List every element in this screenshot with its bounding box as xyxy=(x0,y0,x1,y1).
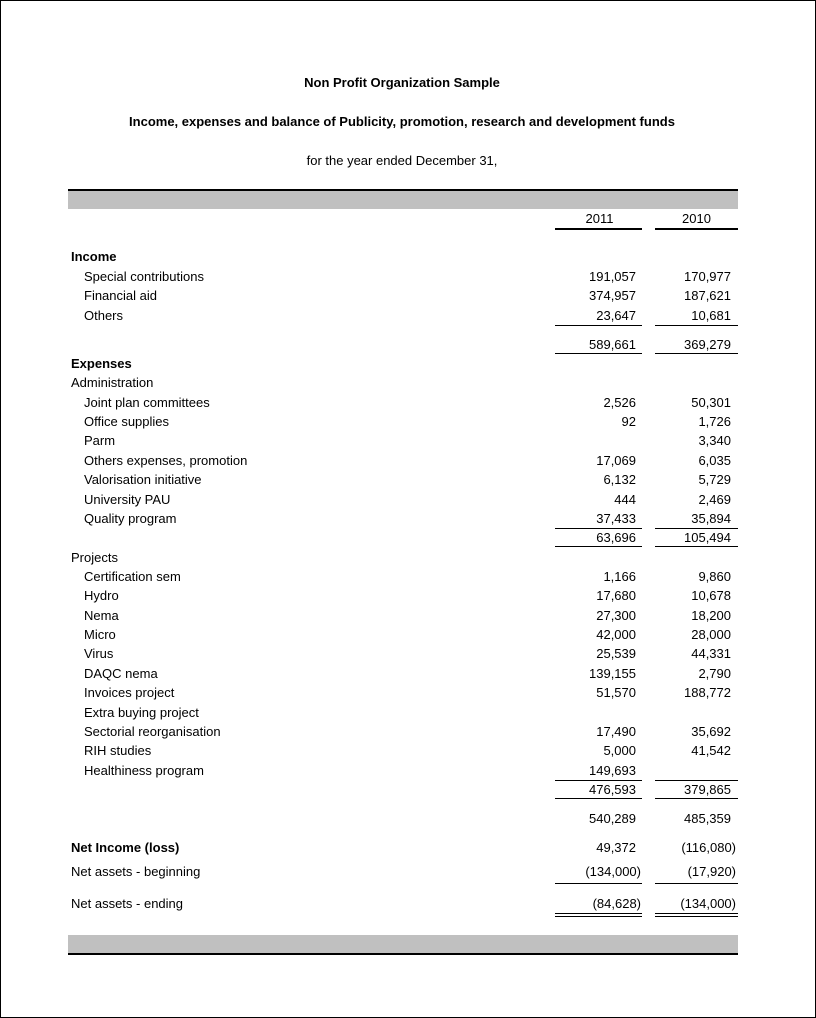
expenses-total-2011: 540,289 xyxy=(589,811,636,826)
subtotal-rule xyxy=(555,883,642,884)
value-2010: 5,729 xyxy=(698,472,731,487)
total-rule xyxy=(655,353,738,354)
total-rule xyxy=(655,798,738,799)
net-assets-ending-2010: (134,000) xyxy=(680,896,736,911)
value-2011: 191,057 xyxy=(589,269,636,284)
value-2011: 2,526 xyxy=(603,395,636,410)
column-header-underline xyxy=(555,228,642,230)
value-2010: 35,894 xyxy=(691,511,731,526)
row-label: Invoices project xyxy=(84,685,175,700)
net-assets-beginning-2010: (17,920) xyxy=(687,864,736,879)
value-2011: 5,000 xyxy=(603,743,636,758)
row-label: Office supplies xyxy=(84,414,170,429)
value-2010: 170,977 xyxy=(684,269,731,284)
value-2011: 92 xyxy=(621,414,636,429)
row-label: Others expenses, promotion xyxy=(84,453,248,468)
row-label: Special contributions xyxy=(84,269,204,284)
value-2010: 187,621 xyxy=(684,288,731,303)
row-label: Parm xyxy=(84,433,116,448)
double-rule-top xyxy=(655,913,738,914)
value-2011: 17,069 xyxy=(596,453,636,468)
net-income-2011: 49,372 xyxy=(596,840,636,855)
value-2011: 444 xyxy=(614,492,636,507)
value-2010: 50,301 xyxy=(691,395,731,410)
row-label: Quality program xyxy=(84,511,177,526)
double-rule-bottom xyxy=(555,916,642,917)
value-2010: 18,200 xyxy=(691,608,731,623)
net-assets-beginning-2011: (134,000) xyxy=(585,864,641,879)
net-assets-ending-2011: (84,628) xyxy=(592,896,641,911)
double-rule-top xyxy=(555,913,642,914)
row-label: Micro xyxy=(84,627,116,642)
subtotal-rule xyxy=(655,528,738,529)
row-label: Certification sem xyxy=(84,569,181,584)
subtotal-rule xyxy=(555,780,642,781)
income-heading: Income xyxy=(71,249,117,264)
subtotal-rule xyxy=(555,528,642,529)
value-2010: 35,692 xyxy=(691,724,731,739)
row-label: Others xyxy=(84,308,124,323)
value-2010: 41,542 xyxy=(691,743,731,758)
double-rule-bottom xyxy=(655,916,738,917)
value-2011: 1,166 xyxy=(603,569,636,584)
row-label: University PAU xyxy=(84,492,171,507)
administration-heading: Administration xyxy=(71,375,154,390)
value-2011: 23,647 xyxy=(596,308,636,323)
row-label: RIH studies xyxy=(84,743,152,758)
net-income-2010: (116,080) xyxy=(681,840,736,855)
bottom-rule xyxy=(68,953,738,955)
projects-total-2011: 476,593 xyxy=(589,782,636,797)
total-rule xyxy=(555,798,642,799)
net-assets-ending-label: Net assets - ending xyxy=(71,896,184,911)
total-rule xyxy=(555,353,642,354)
value-2010: 188,772 xyxy=(684,685,731,700)
value-2010: 2,469 xyxy=(698,492,731,507)
subtotal-rule xyxy=(655,325,738,326)
row-label: Joint plan committees xyxy=(84,395,210,410)
value-2010: 10,681 xyxy=(691,308,731,323)
value-2010: 44,331 xyxy=(691,646,731,661)
row-label: Extra buying project xyxy=(84,705,199,720)
value-2011: 51,570 xyxy=(596,685,636,700)
report-title: Non Profit Organization Sample xyxy=(304,75,500,90)
total-rule xyxy=(655,546,738,547)
expenses-heading: Expenses xyxy=(71,356,132,371)
total-rule xyxy=(555,546,642,547)
net-income-label: Net Income (loss) xyxy=(71,840,180,855)
value-2011: 149,693 xyxy=(589,763,636,778)
row-label: Nema xyxy=(84,608,119,623)
row-label: Hydro xyxy=(84,588,119,603)
subtotal-rule xyxy=(555,325,642,326)
value-2010: 1,726 xyxy=(698,414,731,429)
value-2011: 374,957 xyxy=(589,288,636,303)
bottom-shaded-band xyxy=(68,935,738,953)
value-2011: 17,680 xyxy=(596,588,636,603)
subtotal-rule xyxy=(655,780,738,781)
row-label: Virus xyxy=(84,646,114,661)
value-2010: 10,678 xyxy=(691,588,731,603)
projects-heading: Projects xyxy=(71,550,118,565)
value-2011: 25,539 xyxy=(596,646,636,661)
column-header-underline xyxy=(655,228,738,230)
income-total-2010: 369,279 xyxy=(684,337,731,352)
value-2010: 2,790 xyxy=(698,666,731,681)
row-label: Valorisation initiative xyxy=(84,472,202,487)
column-header-2010: 2010 xyxy=(682,211,711,226)
expenses-total-2010: 485,359 xyxy=(684,811,731,826)
row-label: DAQC nema xyxy=(84,666,158,681)
projects-total-2010: 379,865 xyxy=(684,782,731,797)
value-2011: 27,300 xyxy=(596,608,636,623)
administration-total-2010: 105,494 xyxy=(684,530,731,545)
administration-total-2011: 63,696 xyxy=(596,530,636,545)
value-2010: 6,035 xyxy=(698,453,731,468)
value-2011: 17,490 xyxy=(596,724,636,739)
value-2011: 37,433 xyxy=(596,511,636,526)
top-shaded-band xyxy=(68,191,738,209)
row-label: Financial aid xyxy=(84,288,157,303)
value-2011: 139,155 xyxy=(589,666,636,681)
value-2011: 6,132 xyxy=(603,472,636,487)
subtotal-rule xyxy=(655,883,738,884)
income-total-2011: 589,661 xyxy=(589,337,636,352)
value-2011: 42,000 xyxy=(596,627,636,642)
net-assets-beginning-label: Net assets - beginning xyxy=(71,864,201,879)
column-header-2011: 2011 xyxy=(585,211,614,226)
report-subtitle: Income, expenses and balance of Publicity, promotion, research and development funds xyxy=(129,114,675,129)
row-label: Healthiness program xyxy=(84,763,204,778)
report-period: for the year ended December 31, xyxy=(306,153,498,168)
row-label: Sectorial reorganisation xyxy=(84,724,221,739)
value-2010: 28,000 xyxy=(691,627,731,642)
value-2010: 3,340 xyxy=(698,433,731,448)
value-2010: 9,860 xyxy=(698,569,731,584)
